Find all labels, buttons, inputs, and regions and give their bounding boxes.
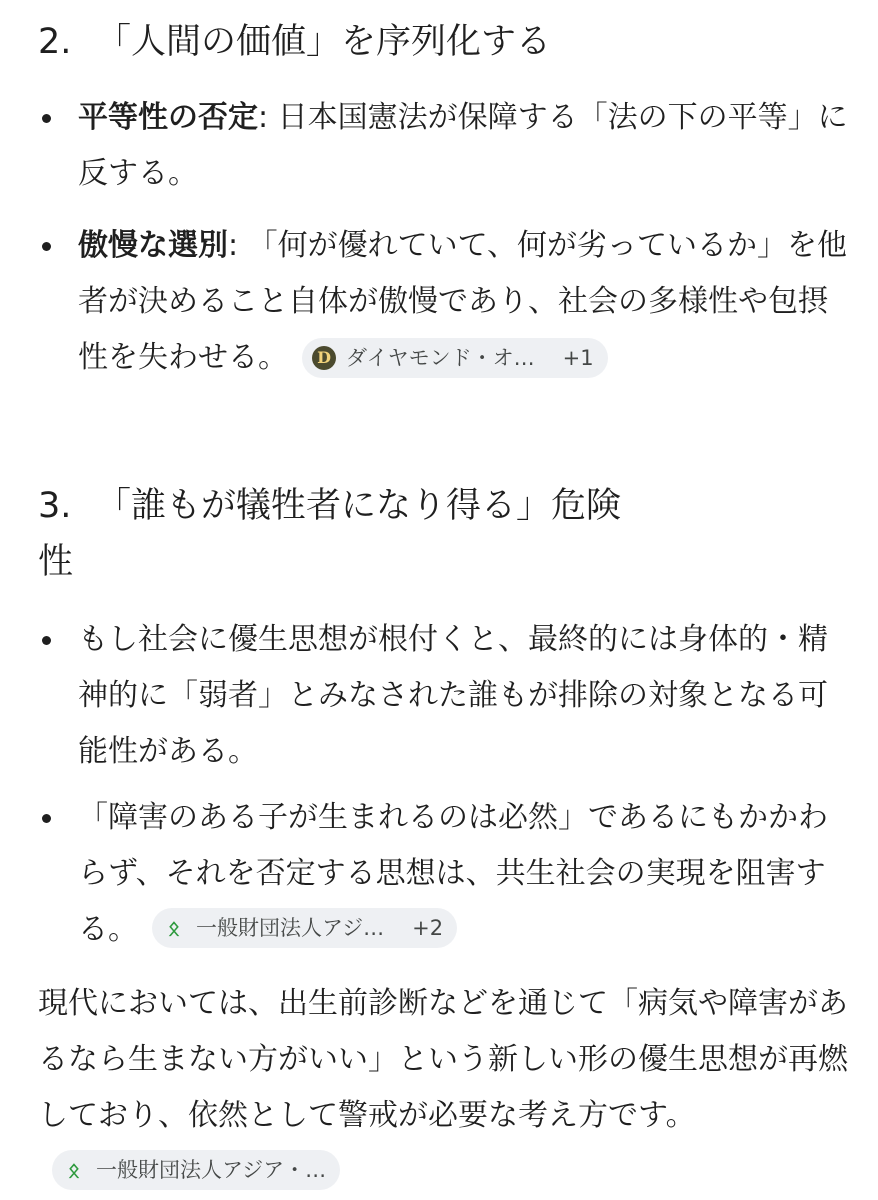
bullet-text: もし社会に優生思想が根付くと、最終的には身体的・精神的に「弱者」とみなされた誰もが排除の対象となる可能性がある。	[78, 622, 828, 769]
source-name: 一般財団法人アジ…	[196, 916, 385, 940]
diamond-online-logo-icon: D	[312, 346, 336, 370]
list-item	[78, 218, 848, 386]
list-item	[78, 790, 848, 958]
source-chip[interactable]	[302, 338, 608, 378]
section-heading-2	[38, 14, 551, 70]
conclusion-text: 現代においては、出生前診断などを通じて「病気や障害があるなら生まない方がいい」という新しい形の優生思想が再燃しており、依然として警戒が必要な考え方です。	[38, 986, 848, 1133]
more-sources-count: +1	[562, 346, 594, 370]
section-number: 3.	[38, 486, 72, 526]
bullet-text: : 「何が優れていて、何が劣っているか」を他者が決めること自体が傲慢であり、社会の多様性や包摂性を失わせる。	[78, 228, 848, 375]
section-title: 「人間の価値」を序列化する	[96, 22, 552, 62]
section-number: 2.	[38, 22, 72, 62]
source-name: 一般財団法人アジア・…	[96, 1158, 327, 1182]
section-heading-3	[38, 478, 621, 590]
section-title-line1: 「誰もが犠牲者になり得る」危険	[96, 486, 622, 526]
conclusion-paragraph	[38, 976, 848, 1200]
section-title-line2: 性	[38, 542, 74, 582]
list-item	[78, 612, 848, 780]
foundation-logo-icon: ᛟ	[68, 1158, 80, 1182]
bullet-text: : 日本国憲法が保障する「法の下の平等」に反する。	[78, 100, 848, 191]
more-sources-count: +2	[412, 916, 444, 940]
bullet-term: 平等性の否定	[78, 100, 258, 135]
bullet-term: 傲慢な選別	[78, 228, 228, 263]
list-item	[78, 90, 848, 202]
source-name: ダイヤモンド・オ…	[346, 346, 535, 370]
foundation-logo-icon: ᛟ	[168, 916, 180, 940]
bullet-text: 「障害のある子が生まれるのは必然」であるにもかかわらず、それを否定する思想は、共生社会の実現を阻害する。	[78, 800, 828, 947]
source-chip[interactable]	[52, 1150, 340, 1190]
source-chip[interactable]	[152, 908, 457, 948]
